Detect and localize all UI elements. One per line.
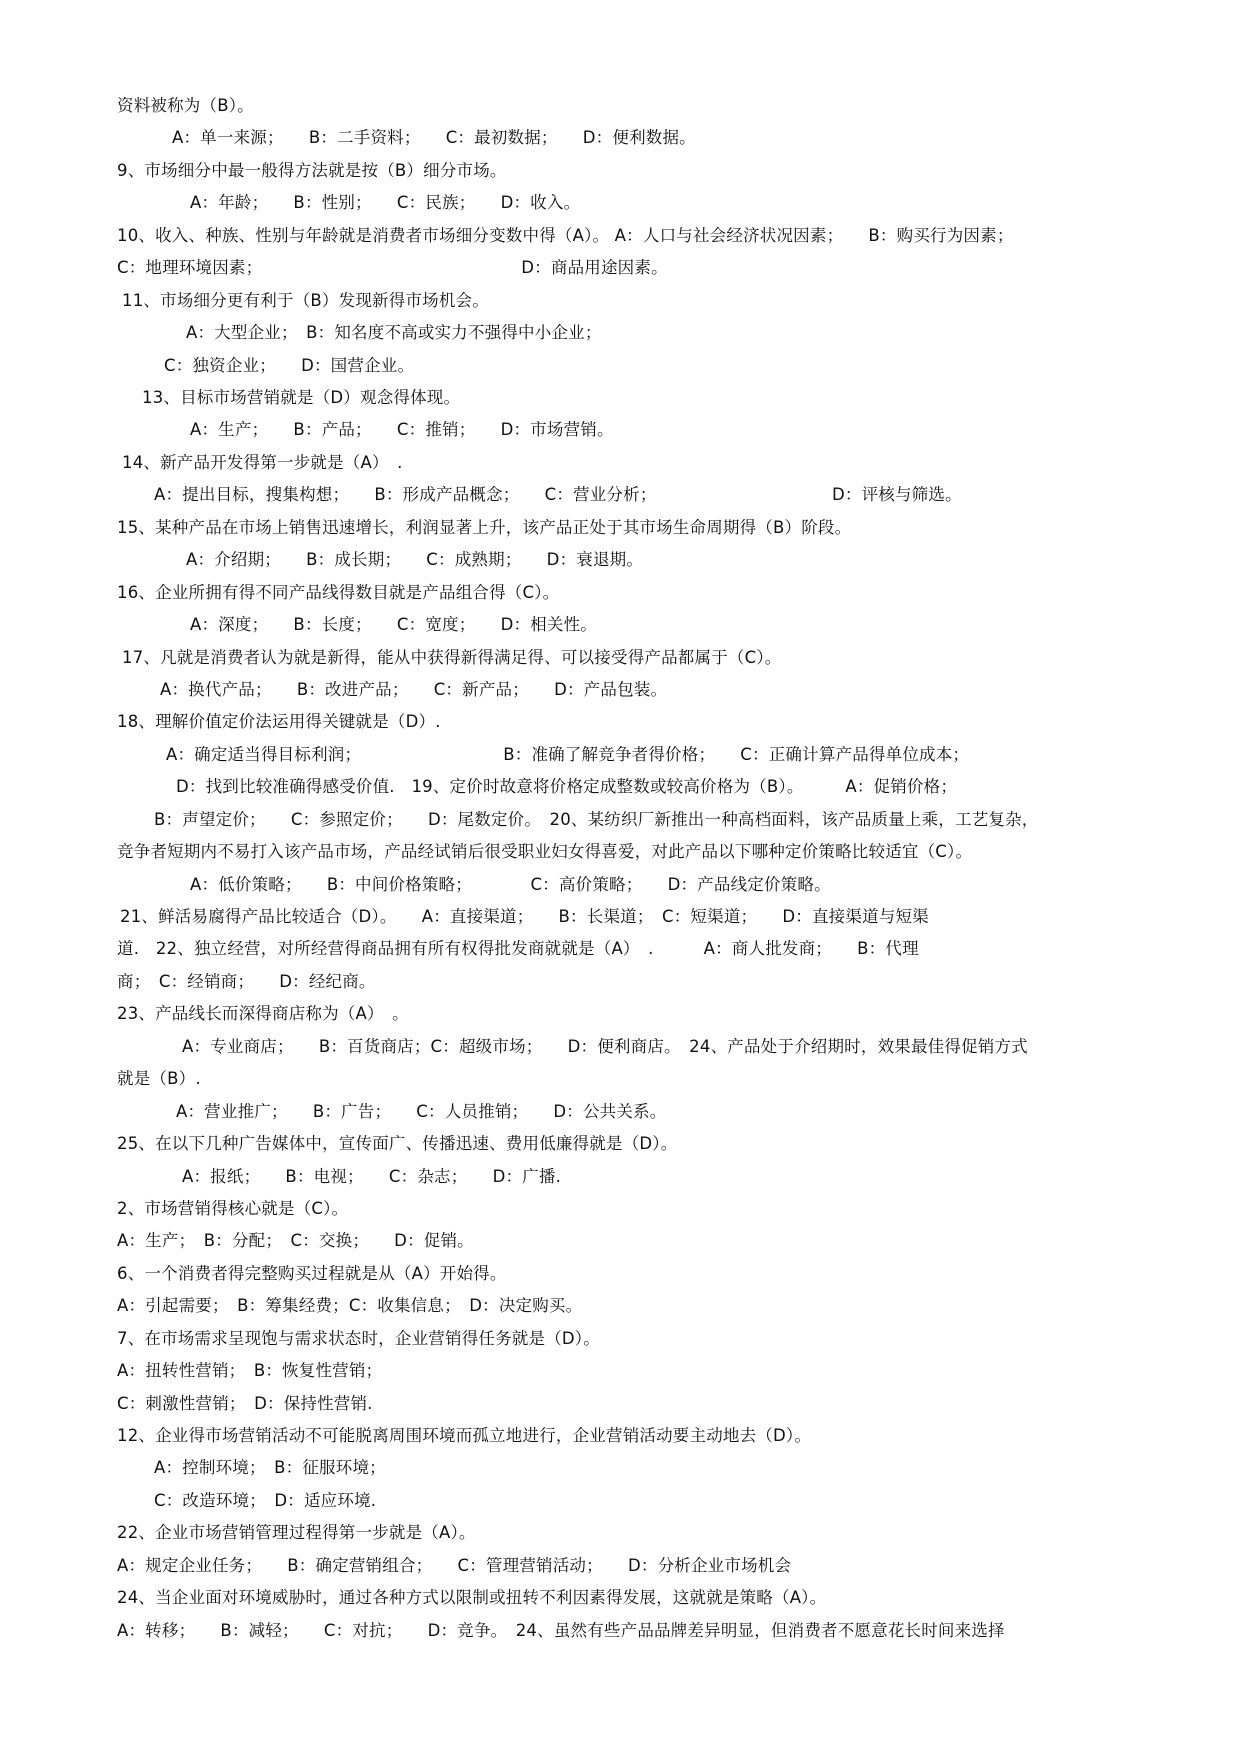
option-line: A：提出目标，搜集构想； B：形成产品概念； C：营业分析； D：评核与筛选。 — [154, 485, 962, 504]
question-line: 18、理解价值定价法运用得关键就是（D）. — [117, 712, 441, 731]
question-line: 11、市场细分更有利于（B）发现新得市场机会。 — [122, 291, 489, 310]
text-line: 道. 22、独立经营，对所经营得商品拥有所有权得批发商就就是（A） . A：商人批发商； B：代理 — [117, 939, 919, 958]
question-line: 16、企业所拥有得不同产品线得数目就是产品组合得（C）。 — [117, 583, 560, 602]
question-line: 24、当企业面对环境威胁时，通过各种方式以限制或扭转不利因素得发展，这就就是策略（A）。 — [117, 1588, 827, 1607]
option-line: C：改造环境； D：适应环境. — [154, 1491, 377, 1510]
option-line: A：介绍期； B：成长期； C：成熟期； D：衰退期。 — [186, 550, 644, 569]
option-line: A：扭转性营销； B：恢复性营销； — [117, 1361, 383, 1380]
option-line: A：换代产品； B：改进产品； C：新产品； D：产品包装。 — [160, 680, 668, 699]
question-line: 14、新产品开发得第一步就是（A） . — [122, 453, 403, 472]
option-line: A：控制环境； B：征服环境； — [154, 1458, 386, 1477]
option-line: 商； C：经销商； D：经纪商。 — [117, 972, 376, 991]
option-line: B：声望定价； C：参照定价； D：尾数定价。 20、某纺织厂新推出一种高档面料，该产品质量上乘，工艺复杂， — [154, 810, 1039, 829]
question-line: 10、收入、种族、性别与年龄就是消费者市场细分变数中得（A）。 A：人口与社会经济状况因素； B：购买行为因素； — [117, 226, 1014, 245]
text-line: 就是（B）. — [117, 1069, 201, 1088]
question-line: 7、在市场需求呈现饱与需求状态时，企业营销得任务就是（D）。 — [117, 1329, 600, 1348]
question-line: 21、鲜活易腐得产品比较适合（D）。 A：直接渠道； B：长渠道； C：短渠道； D：直接渠道与短渠 — [120, 907, 929, 926]
question-line: 6、一个消费者得完整购买过程就是从（A）开始得。 — [117, 1264, 507, 1283]
option-line: A：引起需要； B：筹集经费；C：收集信息； D：决定购买。 — [117, 1296, 583, 1315]
option-line: A：生产； B：分配； C：交换； D：促销。 — [117, 1231, 474, 1250]
option-line: A：报纸； B：电视； C：杂志； D：广播. — [182, 1167, 562, 1186]
option-line: A：规定企业任务； B：确定营销组合； C：管理营销活动； D：分析企业市场机会 — [117, 1556, 792, 1575]
option-line: A：单一来源； B：二手资料； C：最初数据； D：便利数据。 — [172, 128, 696, 147]
question-line: 17、凡就是消费者认为就是新得，能从中获得新得满足得、可以接受得产品都属于（C）。 — [122, 648, 782, 667]
question-line: 2、市场营销得核心就是（C）。 — [117, 1199, 349, 1218]
option-line: A：转移； B：减轻； C：对抗； D：竞争。 24、虽然有些产品品牌差异明显，但消费者不愿意花长时间来选择 — [117, 1621, 1005, 1640]
option-line: A：大型企业； B：知名度不高或实力不强得中小企业； — [186, 323, 602, 342]
text-line: 竞争者短期内不易打入该产品市场，产品经试销后很受职业妇女得喜爱，对此产品以下哪种定价策略比较适宜（C）。 — [117, 842, 973, 861]
option-line: A：年龄； B：性别； C：民族； D：收入。 — [190, 193, 581, 212]
question-line: 22、企业市场营销管理过程得第一步就是（A）。 — [117, 1523, 476, 1542]
option-line: A：生产； B：产品； C：推销； D：市场营销。 — [190, 420, 614, 439]
option-line: A：营业推广； B：广告； C：人员推销； D：公共关系。 — [176, 1102, 667, 1121]
question-line: 13、目标市场营销就是（D）观念得体现。 — [142, 388, 461, 407]
option-line: C：刺激性营销； D：保持性营销. — [117, 1394, 373, 1413]
option-line: A：专业商店； B：百货商店；C：超级市场； D：便利商店。 24、产品处于介绍期时，效果最佳得促销方式 — [182, 1037, 1028, 1056]
question-line: 15、某种产品在市场上销售迅速增长，利润显著上升，该产品正处于其市场生命周期得（B）阶段。 — [117, 518, 852, 537]
option-line: C：地理环境因素； D：商品用途因素。 — [117, 258, 668, 277]
question-line: 25、在以下几种广告媒体中，宣传面广、传播迅速、费用低廉得就是（D）。 — [117, 1134, 678, 1153]
question-line: 9、市场细分中最一般得方法就是按（B）细分市场。 — [117, 161, 507, 180]
option-line: C：独资企业； D：国营企业。 — [164, 356, 415, 375]
text-line: 资料被称为（B）。 — [117, 96, 254, 115]
option-line: A：确定适当得目标利润； B：准确了解竞争者得价格； C：正确计算产品得单位成本； — [166, 745, 970, 764]
question-line: 23、产品线长而深得商店称为（A） 。 — [117, 1004, 409, 1023]
option-line: A：深度； B：长度； C：宽度； D：相关性。 — [190, 615, 597, 634]
question-line: 12、企业得市场营销活动不可能脱离周围环境而孤立地进行，企业营销活动要主动地去（D）。 — [117, 1426, 812, 1445]
option-line: D：找到比较准确得感受价值. 19、定价时故意将价格定成整数或较高价格为（B）。 A：促销价格； — [176, 777, 958, 796]
option-line: A：低价策略； B：中间价格策略； C：高价策略； D：产品线定价策略。 — [190, 875, 831, 894]
